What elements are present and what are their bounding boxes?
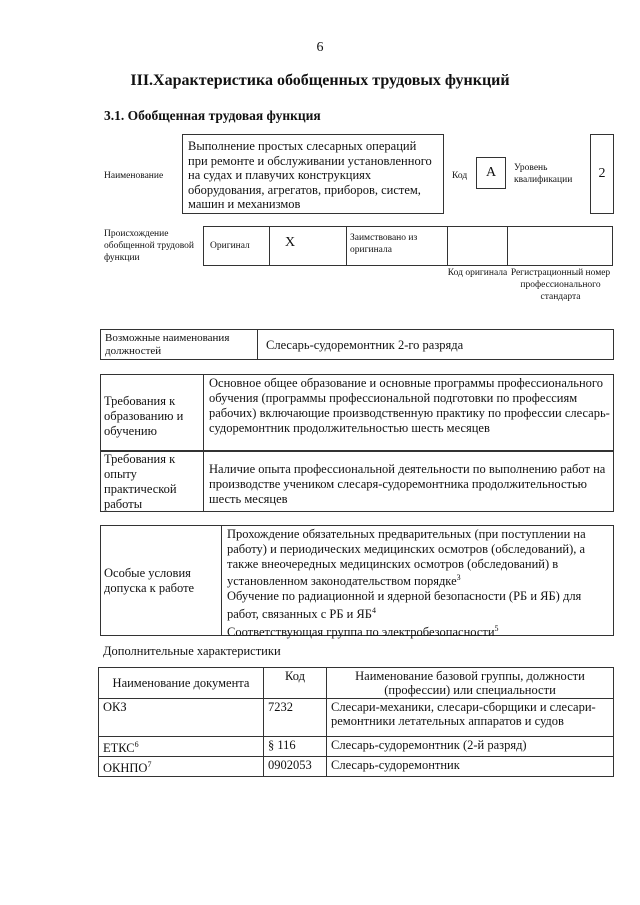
header-document: Наименование документа bbox=[99, 668, 264, 699]
experience-value: Наличие опыта профессиональной деятельности по выполнению работ на производстве учеником слесаря-судоремонтника продолжительностью шесть месяцев bbox=[209, 462, 606, 506]
education-label: Требования к образованию и обучению bbox=[104, 394, 184, 438]
level-value: 2 bbox=[590, 134, 614, 214]
code-label: Код bbox=[452, 171, 468, 181]
subsection-title: 3.1. Обобщенная трудовая функция bbox=[104, 108, 321, 123]
footnote-7: 7 bbox=[147, 760, 152, 770]
row-doc: ОКНПО$^7$ bbox=[99, 757, 264, 777]
special-label: Особые условия допуска к работе bbox=[104, 566, 195, 595]
row-code: 7232 bbox=[264, 699, 327, 737]
reg-number-caption: Регистрационный номер профессионального стандарта bbox=[510, 268, 611, 302]
page-number: 6 bbox=[316, 40, 324, 55]
original-label: Оригинал bbox=[210, 241, 250, 251]
footnote-3: 3 bbox=[456, 573, 461, 583]
job-titles-value: Слесарь-судоремонтник 2-го разряда bbox=[266, 338, 464, 352]
function-name-value: Выполнение простых слесарных операций при ремонте и обслуживании установленного на судах и плавучих конструкциях оборудования, агрегатов, приборов, систем, машин и механизмов bbox=[182, 134, 444, 214]
original-mark: Х bbox=[285, 235, 296, 250]
additional-title: Дополнительные характеристики bbox=[103, 644, 281, 658]
code-value: А bbox=[476, 157, 506, 189]
borrowed-label: Заимствовано из оригинала bbox=[350, 233, 418, 255]
footnote-6: 6 bbox=[134, 740, 139, 749]
experience-label: Требования к опыту практической работы bbox=[104, 452, 177, 511]
row-name: Слесари-механики, слесари-сборщики и слесари-ремонтники летательных аппаратов и судов bbox=[327, 699, 614, 737]
special-line2: Обучение по радиационной и ядерной безопасности (РБ и ЯБ) для работ, связанных с РБ и ЯБ bbox=[227, 589, 582, 622]
row-name: Слесарь-судоремонтник bbox=[327, 757, 614, 777]
footnote-4: 4 bbox=[371, 606, 376, 616]
origin-label: Происхождение обобщенной трудовой функции bbox=[104, 229, 194, 263]
table-row bbox=[99, 699, 614, 737]
additional-table bbox=[98, 667, 614, 777]
section-title: III.Характеристика обобщенных трудовых функций bbox=[130, 72, 510, 89]
code-original-caption: Код оригинала bbox=[447, 268, 508, 278]
row-code: 0902053 bbox=[264, 757, 327, 777]
special-conditions-text bbox=[227, 527, 611, 640]
table-row bbox=[99, 757, 614, 777]
name-label: Наименование bbox=[104, 171, 164, 181]
row-doc: ОКЗ bbox=[99, 699, 264, 737]
table-row bbox=[99, 737, 614, 757]
header-code: Код bbox=[264, 668, 327, 699]
header-name: Наименование базовой группы, должности (профессии) или специальности bbox=[327, 668, 614, 699]
education-value: Основное общее образование и основные программы профессионального обучения (программы профессиональной подготовки по профессиям рабочих) включающие производственную практику по профессии слесарь-судоремонтник продолжительностью шесть месяцев bbox=[209, 376, 610, 435]
level-label: Уровень квалификации bbox=[514, 163, 573, 185]
row-doc: ЕТКС$^6$ bbox=[99, 737, 264, 757]
footnote-5: 5 bbox=[494, 624, 499, 634]
original-mark-cell bbox=[269, 226, 347, 266]
special-line1: Прохождение обязательных предварительных (при поступлении на работу) и периодических медицинских осмотров (обследований), а также внеочередных медицинских осмотров (обследований) в установленном законодательством порядке bbox=[227, 527, 586, 589]
row-name: Слесарь-судоремонтник (2-й разряд) bbox=[327, 737, 614, 757]
code-original-cell bbox=[447, 226, 508, 266]
job-titles-label: Возможные наименования должностей bbox=[100, 329, 258, 360]
special-line3: Соответствующая группа по электробезопасности bbox=[227, 625, 495, 640]
row-code: § 116 bbox=[264, 737, 327, 757]
